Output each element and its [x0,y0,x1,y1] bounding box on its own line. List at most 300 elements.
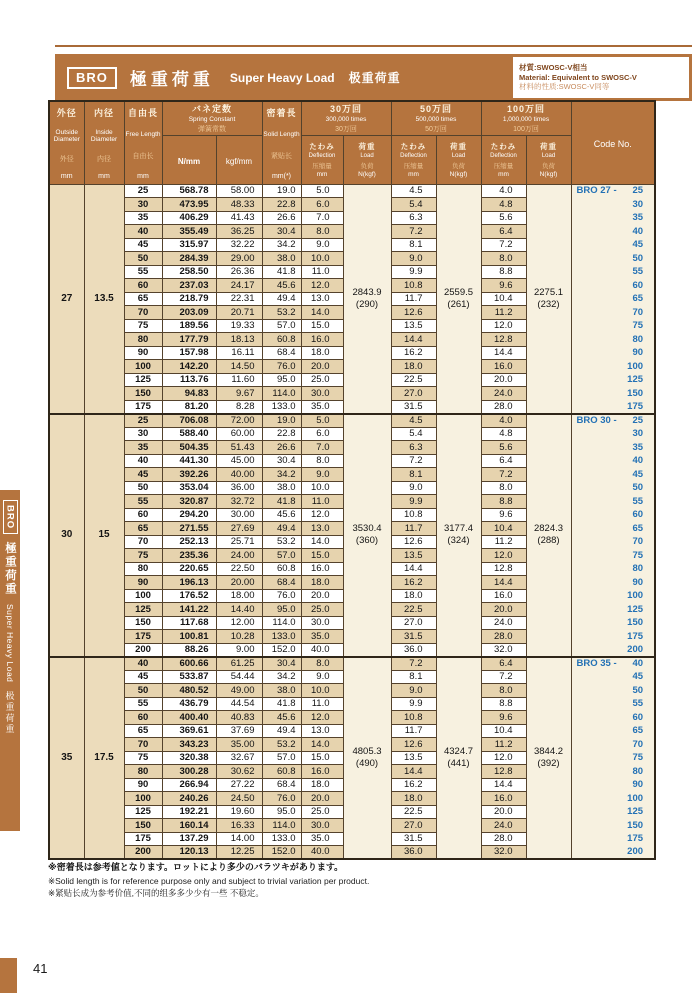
code-no-cell: 125 [571,373,655,387]
deflection-1000k-cell: 7.2 [481,238,526,252]
solid-length-cell: 152.0 [262,846,301,860]
spring-constant-n-cell: 369.61 [162,724,216,738]
deflection-1000k-cell: 20.0 [481,805,526,819]
code-no-cell: 40 [571,454,655,468]
col-header-n-mm: N/mm [162,135,216,184]
code-no-cell: 60 [571,508,655,522]
deflection-1000k-cell: 16.0 [481,792,526,806]
code-no-cell: 90 [571,346,655,360]
deflection-300k-cell: 15.0 [301,319,343,333]
deflection-500k-cell: 14.4 [391,562,436,576]
spring-constant-n-cell: 473.95 [162,198,216,212]
deflection-500k-cell: 27.0 [391,819,436,833]
deflection-300k-cell: 13.0 [301,292,343,306]
deflection-500k-cell: 22.5 [391,805,436,819]
spring-constant-n-cell: 436.79 [162,697,216,711]
solid-length-cell: 19.0 [262,414,301,428]
spring-constant-kgf-cell: 9.67 [216,387,262,401]
deflection-300k-cell: 14.0 [301,535,343,549]
code-no-cell: 60 [571,711,655,725]
footnotes [48,861,369,900]
code-no-cell: 100 [571,792,655,806]
spring-constant-kgf-cell: 14.00 [216,832,262,846]
solid-length-cell: 41.8 [262,495,301,509]
solid-length-cell: 38.0 [262,252,301,266]
code-no-cell: 70 [571,306,655,320]
spring-constant-n-cell: 235.36 [162,549,216,563]
spring-constant-kgf-cell: 27.69 [216,522,262,536]
spring-constant-n-cell: 94.83 [162,387,216,401]
code-no-cell: 70 [571,738,655,752]
spring-constant-kgf-cell: 22.50 [216,562,262,576]
inside-diameter-cell: 15 [84,414,124,657]
outside-diameter-cell: 30 [49,414,84,657]
spring-constant-kgf-cell: 12.00 [216,616,262,630]
solid-length-cell: 76.0 [262,589,301,603]
deflection-300k-cell: 20.0 [301,792,343,806]
deflection-1000k-cell: 12.8 [481,333,526,347]
solid-length-cell: 60.8 [262,333,301,347]
load-500k-cell: 4324.7 (441) [436,657,481,860]
deflection-1000k-cell: 12.0 [481,751,526,765]
solid-length-cell: 49.4 [262,292,301,306]
deflection-500k-cell: 14.4 [391,333,436,347]
deflection-1000k-cell: 8.8 [481,697,526,711]
spring-constant-n-cell: 137.29 [162,832,216,846]
spring-constant-kgf-cell: 20.00 [216,576,262,590]
spring-constant-n-cell: 392.26 [162,468,216,482]
spring-constant-kgf-cell: 41.43 [216,211,262,225]
spring-constant-n-cell: 315.97 [162,238,216,252]
deflection-1000k-cell: 7.2 [481,670,526,684]
free-length-cell: 200 [124,643,162,657]
deflection-1000k-cell: 12.0 [481,319,526,333]
deflection-1000k-cell: 20.0 [481,603,526,617]
deflection-300k-cell: 35.0 [301,630,343,644]
free-length-cell: 40 [124,454,162,468]
solid-length-cell: 68.4 [262,778,301,792]
spring-constant-n-cell: 343.23 [162,738,216,752]
deflection-300k-cell: 11.0 [301,697,343,711]
material-line-en: Material: Equivalent to SWOSC-V [519,72,637,82]
deflection-300k-cell: 5.0 [301,414,343,428]
col-header-deflection-500k: たわみ Deflection 压缩量 mm [391,135,436,184]
free-length-cell: 65 [124,292,162,306]
col-header-deflection-300k: たわみ Deflection 压缩量 mm [301,135,343,184]
deflection-500k-cell: 16.2 [391,778,436,792]
solid-length-cell: 19.0 [262,184,301,198]
deflection-1000k-cell: 12.8 [481,562,526,576]
spring-constant-kgf-cell: 18.00 [216,589,262,603]
free-length-cell: 65 [124,522,162,536]
deflection-1000k-cell: 10.4 [481,522,526,536]
solid-length-cell: 57.0 [262,751,301,765]
deflection-500k-cell: 11.7 [391,292,436,306]
spring-constant-n-cell: 320.38 [162,751,216,765]
free-length-cell: 40 [124,225,162,239]
spring-constant-n-cell: 252.13 [162,535,216,549]
spring-constant-n-cell: 258.50 [162,265,216,279]
free-length-cell: 65 [124,724,162,738]
code-no-cell: 50 [571,481,655,495]
deflection-1000k-cell: 9.6 [481,279,526,293]
spring-constant-kgf-cell: 8.28 [216,400,262,414]
solid-length-cell: 114.0 [262,819,301,833]
solid-length-cell: 68.4 [262,576,301,590]
deflection-300k-cell: 18.0 [301,576,343,590]
deflection-1000k-cell: 16.0 [481,360,526,374]
corner-color-block [0,958,17,993]
deflection-1000k-cell: 4.0 [481,184,526,198]
solid-length-cell: 152.0 [262,643,301,657]
code-no-cell: BRO 30 - 25 [571,414,655,428]
deflection-500k-cell: 12.6 [391,306,436,320]
spring-constant-kgf-cell: 26.36 [216,265,262,279]
deflection-1000k-cell: 12.0 [481,549,526,563]
free-length-cell: 45 [124,670,162,684]
deflection-500k-cell: 31.5 [391,630,436,644]
spring-constant-kgf-cell: 61.25 [216,657,262,671]
deflection-500k-cell: 36.0 [391,643,436,657]
solid-length-cell: 22.8 [262,427,301,441]
deflection-1000k-cell: 12.8 [481,765,526,779]
code-no-cell: 40 [571,225,655,239]
spring-constant-kgf-cell: 19.33 [216,319,262,333]
table-row [49,657,655,671]
code-no-cell: 65 [571,724,655,738]
solid-length-cell: 68.4 [262,346,301,360]
code-no-cell: 55 [571,697,655,711]
deflection-1000k-cell: 4.8 [481,198,526,212]
solid-length-cell: 45.6 [262,711,301,725]
top-rule [55,45,692,47]
deflection-300k-cell: 9.0 [301,238,343,252]
col-header-spring-constant: バネ定数 Spring Constant 弹簧常数 [162,101,262,135]
code-no-cell: 80 [571,562,655,576]
load-1000k-cell: 3844.2 (392) [526,657,571,860]
free-length-cell: 90 [124,778,162,792]
free-length-cell: 50 [124,684,162,698]
code-no-cell: 100 [571,589,655,603]
free-length-cell: 50 [124,252,162,266]
series-code-badge: BRO [67,67,117,89]
load-1000k-cell: 2824.3 (288) [526,414,571,657]
deflection-1000k-cell: 14.4 [481,576,526,590]
deflection-1000k-cell: 9.6 [481,711,526,725]
deflection-300k-cell: 18.0 [301,778,343,792]
spring-constant-kgf-cell: 45.00 [216,454,262,468]
solid-length-cell: 60.8 [262,765,301,779]
free-length-cell: 70 [124,535,162,549]
spring-constant-kgf-cell: 27.22 [216,778,262,792]
col-header-load-300k: 荷重 Load 负荷 N(kgf) [343,135,391,184]
spring-constant-kgf-cell: 30.00 [216,508,262,522]
spring-constant-kgf-cell: 72.00 [216,414,262,428]
deflection-1000k-cell: 6.4 [481,454,526,468]
spring-constant-kgf-cell: 54.44 [216,670,262,684]
deflection-300k-cell: 35.0 [301,832,343,846]
deflection-500k-cell: 31.5 [391,400,436,414]
deflection-1000k-cell: 14.4 [481,778,526,792]
deflection-500k-cell: 10.8 [391,508,436,522]
free-length-cell: 150 [124,616,162,630]
free-length-cell: 25 [124,184,162,198]
deflection-1000k-cell: 28.0 [481,832,526,846]
spring-constant-kgf-cell: 18.13 [216,333,262,347]
spring-constant-kgf-cell: 51.43 [216,441,262,455]
spring-constant-kgf-cell: 24.00 [216,549,262,563]
deflection-300k-cell: 8.0 [301,454,343,468]
code-no-cell: 200 [571,643,655,657]
free-length-cell: 45 [124,468,162,482]
deflection-1000k-cell: 11.2 [481,738,526,752]
deflection-300k-cell: 12.0 [301,508,343,522]
code-no-cell: 45 [571,468,655,482]
deflection-500k-cell: 8.1 [391,670,436,684]
deflection-300k-cell: 25.0 [301,603,343,617]
free-length-cell: 40 [124,657,162,671]
deflection-1000k-cell: 10.4 [481,724,526,738]
free-length-cell: 70 [124,306,162,320]
deflection-1000k-cell: 4.8 [481,427,526,441]
spring-constant-n-cell: 203.09 [162,306,216,320]
spring-constant-n-cell: 100.81 [162,630,216,644]
solid-length-cell: 49.4 [262,724,301,738]
deflection-1000k-cell: 24.0 [481,387,526,401]
deflection-300k-cell: 13.0 [301,522,343,536]
deflection-1000k-cell: 28.0 [481,400,526,414]
solid-length-cell: 53.2 [262,738,301,752]
col-header-solid-length: 密着長 Solid Length 紧贴长 mm(*) [262,101,301,184]
code-no-cell: 65 [571,522,655,536]
free-length-cell: 125 [124,805,162,819]
solid-length-cell: 30.4 [262,454,301,468]
solid-length-cell: 133.0 [262,400,301,414]
deflection-300k-cell: 7.0 [301,441,343,455]
deflection-500k-cell: 27.0 [391,616,436,630]
side-tab-title-zh: 极重荷重 [4,690,15,735]
spring-constant-kgf-cell: 16.33 [216,819,262,833]
spring-constant-kgf-cell: 32.22 [216,238,262,252]
spring-constant-kgf-cell: 11.60 [216,373,262,387]
deflection-500k-cell: 5.4 [391,427,436,441]
spring-constant-kgf-cell: 37.69 [216,724,262,738]
deflection-1000k-cell: 24.0 [481,819,526,833]
deflection-300k-cell: 18.0 [301,346,343,360]
deflection-1000k-cell: 16.0 [481,589,526,603]
spring-constant-n-cell: 320.87 [162,495,216,509]
free-length-cell: 75 [124,751,162,765]
spring-constant-kgf-cell: 22.31 [216,292,262,306]
spring-constant-n-cell: 157.98 [162,346,216,360]
free-length-cell: 175 [124,400,162,414]
solid-length-cell: 26.6 [262,211,301,225]
deflection-1000k-cell: 28.0 [481,630,526,644]
deflection-300k-cell: 20.0 [301,589,343,603]
code-no-cell: 50 [571,684,655,698]
code-no-cell: BRO 27 - 25 [571,184,655,198]
deflection-300k-cell: 11.0 [301,495,343,509]
spring-data-table-wrap [48,100,656,860]
code-no-cell: 45 [571,670,655,684]
deflection-1000k-cell: 7.2 [481,468,526,482]
code-no-cell: 175 [571,832,655,846]
deflection-500k-cell: 7.2 [391,225,436,239]
deflection-1000k-cell: 8.0 [481,481,526,495]
spring-constant-n-cell: 120.13 [162,846,216,860]
code-no-cell: 50 [571,252,655,266]
free-length-cell: 50 [124,481,162,495]
deflection-1000k-cell: 8.0 [481,252,526,266]
deflection-1000k-cell: 8.8 [481,265,526,279]
spring-constant-kgf-cell: 10.28 [216,630,262,644]
spring-constant-kgf-cell: 32.72 [216,495,262,509]
deflection-500k-cell: 6.3 [391,211,436,225]
spring-constant-kgf-cell: 29.00 [216,252,262,266]
solid-length-cell: 133.0 [262,832,301,846]
code-no-cell: 60 [571,279,655,293]
spring-constant-kgf-cell: 58.00 [216,184,262,198]
deflection-300k-cell: 6.0 [301,427,343,441]
code-no-cell: 30 [571,198,655,212]
spring-constant-kgf-cell: 32.67 [216,751,262,765]
spring-constant-n-cell: 400.40 [162,711,216,725]
deflection-1000k-cell: 20.0 [481,373,526,387]
spring-constant-kgf-cell: 24.17 [216,279,262,293]
code-no-cell: 80 [571,765,655,779]
free-length-cell: 100 [124,589,162,603]
free-length-cell: 55 [124,265,162,279]
deflection-500k-cell: 5.4 [391,198,436,212]
deflection-500k-cell: 22.5 [391,373,436,387]
free-length-cell: 35 [124,211,162,225]
code-no-cell: 55 [571,495,655,509]
free-length-cell: 100 [124,792,162,806]
col-header-kgf-mm: kgf/mm [216,135,262,184]
deflection-500k-cell: 18.0 [391,589,436,603]
col-header-load-500k: 荷重 Load 负荷 N(kgf) [436,135,481,184]
spring-constant-n-cell: 355.49 [162,225,216,239]
spring-constant-n-cell: 504.35 [162,441,216,455]
material-spec-box [513,57,689,98]
side-tab-title-en: Super Heavy Load [5,604,15,683]
footnote-zh: ※紧贴长成为参考价值,不同的组多多少少有一些 不稳定。 [48,888,264,899]
deflection-500k-cell: 6.3 [391,441,436,455]
inside-diameter-cell: 17.5 [84,657,124,860]
spring-constant-kgf-cell: 12.25 [216,846,262,860]
deflection-300k-cell: 15.0 [301,549,343,563]
deflection-500k-cell: 10.8 [391,279,436,293]
code-no-cell: 35 [571,211,655,225]
col-header-cycle-300k: 30万回 300,000 times 30万回 [301,101,391,135]
code-no-cell: 35 [571,441,655,455]
free-length-cell: 80 [124,333,162,347]
spring-constant-n-cell: 240.26 [162,792,216,806]
spring-constant-kgf-cell: 36.25 [216,225,262,239]
code-no-cell: 100 [571,360,655,374]
code-no-cell: 80 [571,333,655,347]
deflection-500k-cell: 9.9 [391,265,436,279]
deflection-1000k-cell: 10.4 [481,292,526,306]
code-no-cell: 150 [571,616,655,630]
deflection-500k-cell: 22.5 [391,603,436,617]
deflection-300k-cell: 8.0 [301,225,343,239]
solid-length-cell: 57.0 [262,549,301,563]
deflection-1000k-cell: 5.6 [481,211,526,225]
deflection-300k-cell: 30.0 [301,616,343,630]
spring-data-table [48,100,656,860]
solid-length-cell: 34.2 [262,468,301,482]
solid-length-cell: 49.4 [262,522,301,536]
free-length-cell: 30 [124,198,162,212]
load-300k-cell: 2843.9 (290) [343,184,391,414]
page-title-ja: 極重荷重 [129,70,214,89]
deflection-500k-cell: 8.1 [391,468,436,482]
spring-constant-n-cell: 189.56 [162,319,216,333]
page-number: 41 [33,961,48,976]
solid-length-cell: 60.8 [262,562,301,576]
free-length-cell: 55 [124,697,162,711]
free-length-cell: 80 [124,562,162,576]
side-tab [0,490,20,831]
free-length-cell: 55 [124,495,162,509]
deflection-1000k-cell: 8.8 [481,495,526,509]
deflection-300k-cell: 12.0 [301,711,343,725]
spring-constant-n-cell: 196.13 [162,576,216,590]
spring-constant-n-cell: 220.65 [162,562,216,576]
free-length-cell: 150 [124,387,162,401]
deflection-300k-cell: 30.0 [301,387,343,401]
spring-constant-kgf-cell: 40.83 [216,711,262,725]
free-length-cell: 125 [124,603,162,617]
code-no-cell: 45 [571,238,655,252]
spring-constant-n-cell: 284.39 [162,252,216,266]
material-line-ja: 材質:SWOSC-V相当 [519,62,588,72]
spring-constant-n-cell: 568.78 [162,184,216,198]
deflection-300k-cell: 16.0 [301,333,343,347]
load-1000k-cell: 2275.1 (232) [526,184,571,414]
deflection-500k-cell: 18.0 [391,792,436,806]
code-no-cell: 125 [571,603,655,617]
free-length-cell: 30 [124,427,162,441]
free-length-cell: 75 [124,319,162,333]
solid-length-cell: 45.6 [262,279,301,293]
solid-length-cell: 34.2 [262,238,301,252]
solid-length-cell: 133.0 [262,630,301,644]
deflection-500k-cell: 12.6 [391,738,436,752]
code-no-cell: 90 [571,576,655,590]
free-length-cell: 80 [124,765,162,779]
free-length-cell: 125 [124,373,162,387]
solid-length-cell: 76.0 [262,360,301,374]
deflection-500k-cell: 7.2 [391,657,436,671]
solid-length-cell: 41.8 [262,697,301,711]
load-500k-cell: 3177.4 (324) [436,414,481,657]
code-no-cell: 75 [571,549,655,563]
solid-length-cell: 114.0 [262,387,301,401]
table-row [49,414,655,428]
solid-length-cell: 45.6 [262,508,301,522]
deflection-300k-cell: 25.0 [301,373,343,387]
spring-constant-kgf-cell: 9.00 [216,643,262,657]
spring-constant-kgf-cell: 35.00 [216,738,262,752]
deflection-1000k-cell: 8.0 [481,684,526,698]
free-length-cell: 60 [124,279,162,293]
deflection-300k-cell: 6.0 [301,198,343,212]
deflection-1000k-cell: 32.0 [481,846,526,860]
spring-constant-n-cell: 218.79 [162,292,216,306]
deflection-500k-cell: 9.9 [391,697,436,711]
